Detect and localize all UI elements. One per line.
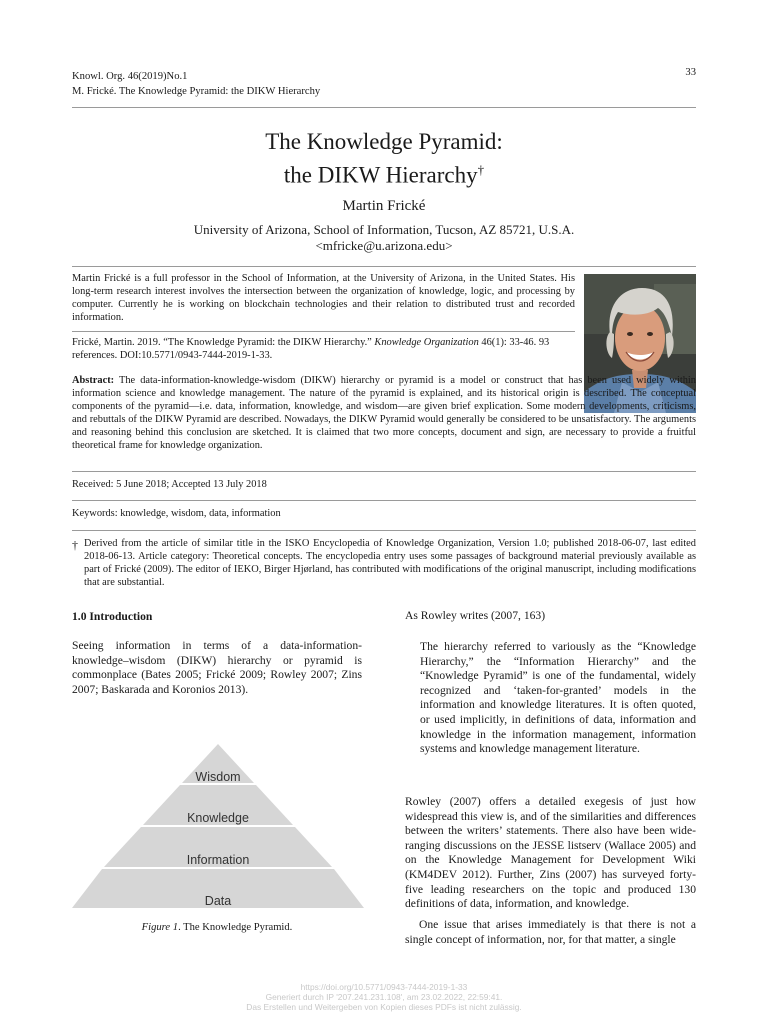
paper-title (72, 128, 696, 190)
figure-caption-text: . The Knowledge Pyramid. (178, 922, 293, 933)
journal-reference: Knowl. Org. 46(2019)No.1 (72, 71, 188, 82)
citation-journal: Knowledge Organization (374, 337, 479, 348)
rule-after-received (72, 500, 696, 501)
figure-caption-label: Figure 1 (141, 922, 179, 933)
footnote-mark: † (72, 538, 78, 552)
dagger-mark: † (477, 162, 485, 177)
dikw-pyramid-figure (70, 742, 366, 912)
intro-paragraph: Seeing information in terms of a data-information-knowledge–wisdom (DIKW) hierarchy or pyramid is commonplace (Bates 2005; Frické 2009; Rowley 2007; Zins 2007; Baskarada and Koronios 2013). (72, 639, 362, 696)
rule-after-keywords (72, 530, 696, 531)
citation (72, 337, 575, 363)
figure-caption (72, 922, 362, 933)
footnote: Derived from the article of similar title in the ISKO Encyclopedia of Knowledge Organization, Version 1.0; published 2018-06-07, last edited 2018-06-13. Article category: Theoretical concepts. The encyclopedia entry uses some passages of background material previously available as part of Frické (2009). The editor of IEKO, Birger Hjørland, has contributed with modifications of the original manuscript, including modifications that are substantial. (84, 538, 696, 588)
pyramid-label-wisdom: Wisdom (195, 770, 241, 784)
affiliation: University of Arizona, School of Information, Tucson, AZ 85721, U.S.A. (193, 222, 575, 237)
running-title: M. Frické. The Knowledge Pyramid: the DIKW Hierarchy (72, 86, 321, 97)
section-heading: 1.0 Introduction (72, 610, 153, 623)
received-dates: Received: 5 June 2018; Accepted 13 July 2018 (72, 479, 267, 490)
title-line-2 (72, 156, 696, 190)
rule-after-bio (72, 331, 575, 332)
header-rule (72, 107, 696, 108)
abstract (72, 375, 696, 452)
author-affiliation-block (72, 222, 696, 254)
rule-top-bio (72, 266, 696, 267)
abstract-label: Abstract: (72, 375, 115, 386)
pyramid-label-information: Information (186, 853, 250, 867)
keywords: Keywords: knowledge, wisdom, data, information (72, 508, 281, 519)
right-paragraph-1: Rowley (2007) offers a detailed exegesis of just how widespread this view is, and of the similarities and differences between the writers’ statements. There also have been wide-ranging discussions on the JESSE listserv (Wallace 2005) and on the Knowledge Management for Development Wiki (KM4DEV 2012). Further, Zins (2007) has surveyed forty-five leading researchers on the topic and produced 130 definitions of data, information, and knowledge. (405, 795, 696, 911)
citation-prefix: Frické, Martin. 2019. “The Knowledge Pyramid: the DIKW Hierarchy.” (72, 337, 375, 348)
running-head (72, 69, 320, 99)
pyramid-label-knowledge: Knowledge (187, 811, 249, 825)
author-email[interactable]: <mfricke@u.arizona.edu> (315, 238, 453, 253)
abstract-text: The data-information-knowledge-wisdom (DIKW) hierarchy or pyramid is a model or construct that has been used widely within information science and knowledge management. The nature of the pyramid is explained, and its historical origin is described. The conceptual components of the pyramid—i.e. data, information, knowledge, and wisdom—are given brief explication. Some modern developments, criticisms, and rebuttals of the DIKW Pyramid are described. Nowadays, the DIKW Pyramid would generally be considered to be unsatisfactory. The arguments and reasoning behind this conclusion are sketched. It is claimed that two more concepts, document and sign, are necessary to provide a fruitful theoretical frame for knowledge organization. (72, 375, 696, 451)
author-name: Martin Frické (342, 198, 426, 214)
page-number: 33 (685, 67, 696, 78)
watermark-copy-notice: Das Erstellen und Weitergeben von Kopien dieses PDFs ist nicht zulässig. (246, 1002, 522, 1012)
pyramid-label-data: Data (204, 894, 232, 908)
watermark-generated: Generiert durch IP '207.241.231.108', am 23.02.2022, 22:59:41. (265, 992, 503, 1002)
citation-suffix: 46(1): 33-46. 93 references. DOI:10.5771/0943-7444-2019-1-33. (72, 337, 550, 361)
title-line-2-text: the DIKW Hierarchy (283, 162, 478, 188)
watermark-doi[interactable]: https://doi.org/10.5771/0943-7444-2019-1-33 (300, 982, 468, 992)
rule-after-abstract (72, 471, 696, 472)
right-column-intro: As Rowley writes (2007, 163) (405, 609, 546, 622)
author-bio: Martin Frické is a full professor in the School of Information, at the University of Arizona, in the United States. His long-term research interest involves the intersection between the organization of knowledge, logic, and processing by computer. Currently he is working on blockchain technologies and their relation to distributed trust and recorded information. (72, 273, 575, 323)
block-quote: The hierarchy referred to variously as the “Knowledge Hierarchy,” the “Information Hierarchy” and the “Knowledge Pyramid” is one of the fundamental, widely recognized and ‘taken-for-granted’ models in the information and knowledge literatures. It is often quoted, or used implicitly, in definitions of data, information and knowledge in the information management, information systems and knowledge management literature. (420, 640, 696, 756)
right-paragraph-2: One issue that arises immediately is that there is not a single concept of information, nor, for that matter, a single (405, 918, 696, 946)
title-line-1: The Knowledge Pyramid: (265, 129, 503, 154)
